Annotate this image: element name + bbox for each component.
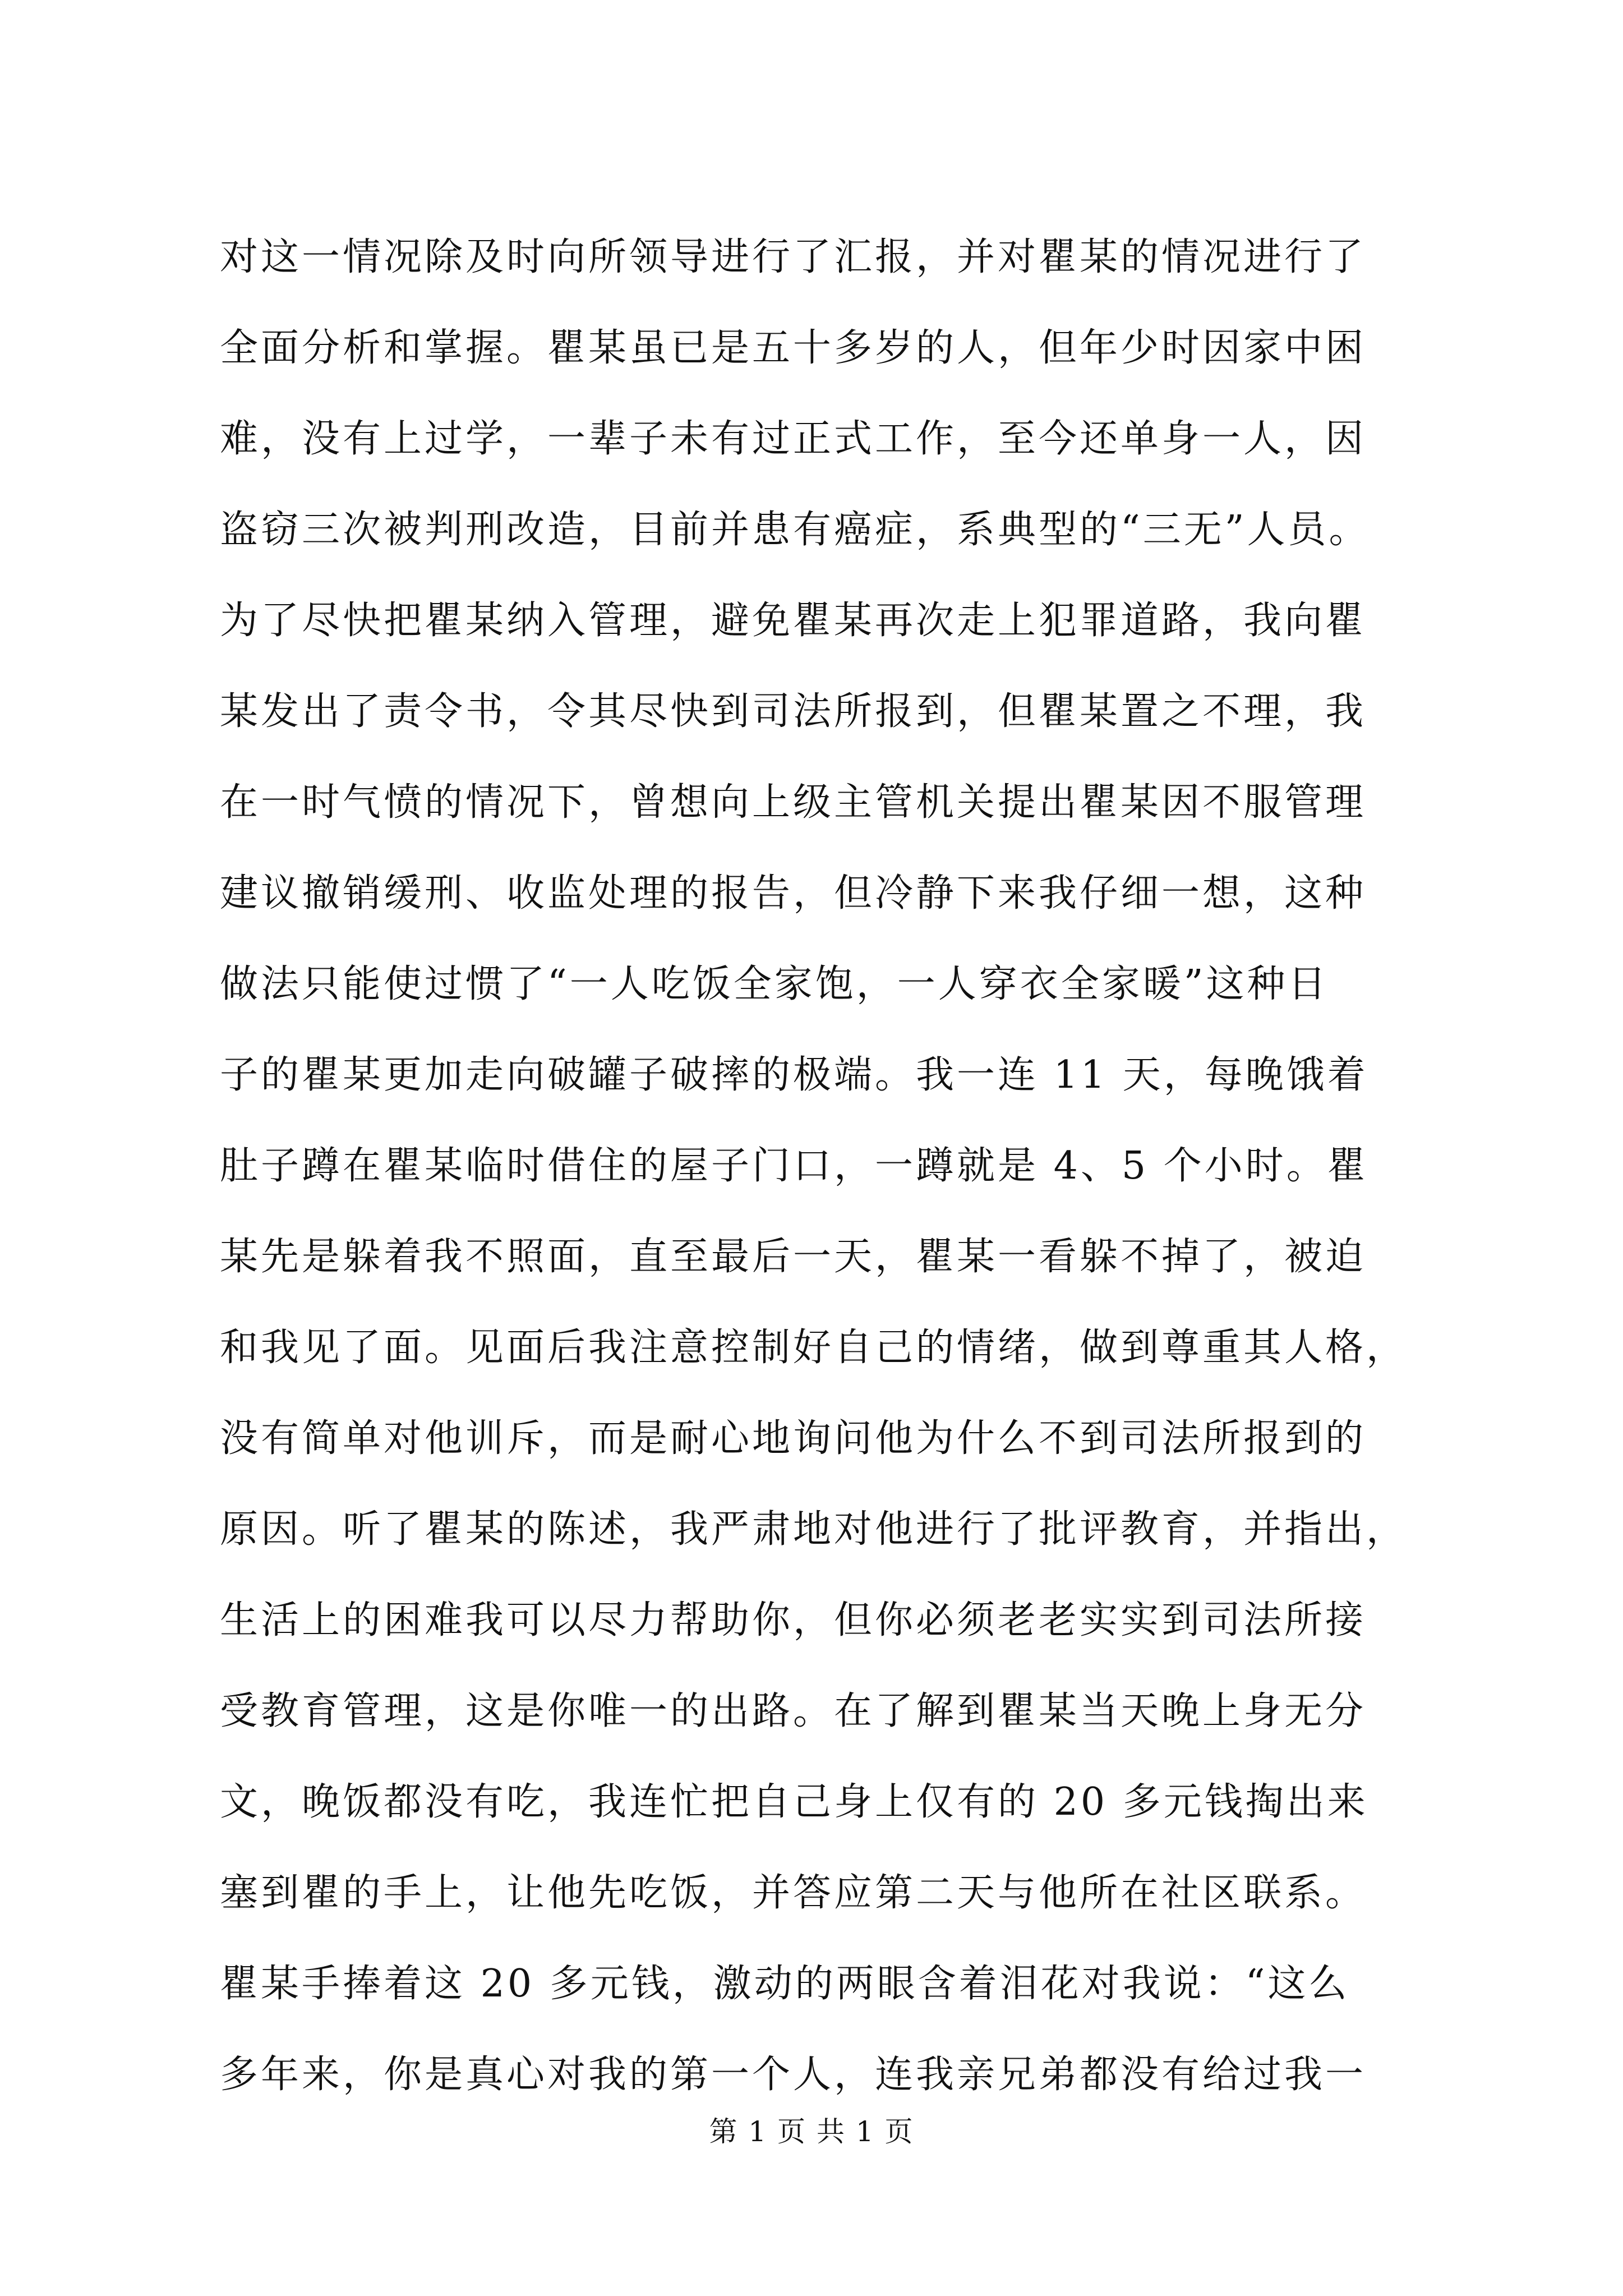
text-line: 做法只能使过惯了“一人吃饭全家饱，一人穿衣全家暖”这种日 (220, 962, 1329, 1006)
text-line: 瞿某手捧着这 20 多元钱，激动的两眼含着泪花对我说：“这么 (220, 1962, 1350, 2006)
text-line: 子的瞿某更加走向破罐子破摔的极端。我一连 11 天，每晚饿着 (220, 1053, 1368, 1097)
text-line: 没有简单对他训斥，而是耐心地询问他为什么不到司法所报到的 (220, 1416, 1367, 1461)
text-line: 为了尽快把瞿某纳入管理，避免瞿某再次走上犯罪道路，我向瞿 (220, 599, 1367, 643)
text-line: 难，没有上过学，一辈子未有过正式工作，至今还单身一人，因 (220, 417, 1367, 461)
text-line: 建议撤销缓刑、收监处理的报告，但冷静下来我仔细一想，这种 (220, 871, 1367, 915)
text-line: 和我见了面。见面后我注意控制好自己的情绪，做到尊重其人格， (220, 1326, 1408, 1370)
text-line: 某先是躲着我不照面，直至最后一天，瞿某一看躲不掉了，被迫 (220, 1235, 1367, 1279)
text-line: 对这一情况除及时向所领导进行了汇报，并对瞿某的情况进行了 (220, 235, 1367, 279)
text-line: 全面分析和掌握。瞿某虽已是五十多岁的人，但年少时因家中困 (220, 326, 1367, 370)
text-line: 受教育管理，这是你唯一的出路。在了解到瞿某当天晚上身无分 (220, 1689, 1367, 1733)
text-line: 塞到瞿的手上，让他先吃饭，并答应第二天与他所在社区联系。 (220, 1871, 1367, 1915)
body-text (220, 212, 1426, 2120)
page-footer (0, 2112, 1623, 2151)
page-number: 第 1 页 共 1 页 (709, 2115, 914, 2148)
text-line: 生活上的困难我可以尽力帮助你，但你必须老老实实到司法所接 (220, 1598, 1367, 1642)
text-line: 肚子蹲在瞿某临时借住的屋子门口，一蹲就是 4、5 个小时。瞿 (220, 1144, 1368, 1188)
text-line: 多年来，你是真心对我的第一个人，连我亲兄弟都没有给过我一 (220, 2053, 1367, 2097)
text-line: 原因。听了瞿某的陈述，我严肃地对他进行了批评教育，并指出， (220, 1507, 1408, 1552)
text-line: 文，晚饭都没有吃，我连忙把自己身上仅有的 20 多元钱掏出来 (220, 1780, 1368, 1824)
text-line: 在一时气愤的情况下，曾想向上级主管机关提出瞿某因不服管理 (220, 780, 1367, 825)
text-line: 盗窃三次被判刑改造，目前并患有癌症，系典型的“三无”人员。 (220, 508, 1370, 552)
text-line: 某发出了责令书，令其尽快到司法所报到，但瞿某置之不理，我 (220, 689, 1367, 734)
